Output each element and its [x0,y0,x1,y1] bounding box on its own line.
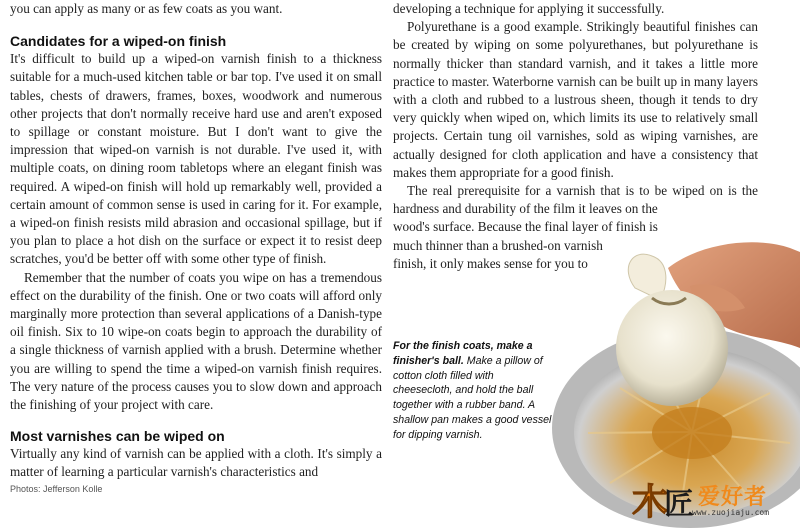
right-paragraph-2-line-a: wood's surface. Because the final layer of finish is [393,219,658,235]
caption-bold: For the finish coats, make a finisher's ball. [393,340,533,367]
heading-most-varnishes: Most varnishes can be wiped on [10,428,225,445]
svg-text:匠: 匠 [664,487,694,522]
left-paragraph-3: Virtually any kind of varnish can be applied with a cloth. It's simply a matter of learning a particular varnish's characteristics and [10,446,382,480]
photo-credit: Photos: Jefferson Kolle [10,484,103,494]
right-top-line: developing a technique for applying it successfully. [393,1,665,16]
photo-caption [393,339,553,443]
left-column [10,0,382,482]
left-top-line: you can apply as many or as few coats as you want. [10,1,283,16]
watermark-url: www.zuojiaju.com [692,508,770,517]
right-paragraph-2: The real prerequisite for a varnish that is to be wiped on is the hardness and durability of the film it leaves on the [393,183,758,217]
caption-rest: Make a pillow of cotton cloth filled with cheesecloth, and hold the ball together with a rubber band. A shallow pan makes a good vessel for dipping varnish. [393,354,552,441]
right-paragraph-2-line-c: finish, it only makes sense for you to [393,255,588,271]
left-paragraph-1: It's difficult to build up a wiped-on varnish finish to a thickness suitable for a much-used kitchen table or bar top. I've used it on small tables, chests of drawers, frames, boxes, woodwork and numerous other projects that don't normally receive hard use and aren't exposed to spillage or constant moisture. But I don't want to give the impression that wiped-on varnish is not durable. I've used it, with multiple coats, on dining room tabletops where an elegant finish was required. A wiped-on finish will hold up remarkably well, provided a certain amount of common sense is used in caring for it. For example, a wiped-on finish resists mild abrasion and occasional spillage, but if you plan to place a hot dish on the surface or expect it to resist deep scratches, you'd be better off with some other type of finish. [10,51,382,267]
watermark-text: 爱好者 [698,485,768,510]
left-paragraph-2: Remember that the number of coats you wipe on has a tremendous effect on the durability of the finish. One or two coats will afford only marginally more protection than several applications of a Danish-type oil finish. Six to 10 wipe-on coats begin to approach the durability of a single thickness of varnish applied with a brush. Determine whether you are willing to spend the time a wiped-on varnish finish requires. The very nature of the process causes you to slow down and approach the finishing of your project with care. [10,269,382,413]
right-paragraph-2-line-b: much thinner than a brushed-on varnish [393,237,603,253]
finishers-ball [616,290,728,406]
heading-candidates: Candidates for a wiped-on finish [10,33,227,50]
right-paragraph-1: Polyurethane is a good example. Strikingly beautiful finishes can be created by wiping on some polyurethanes, but polyurethane is normally thicker than standard varnish, and it takes a little more practice to master. Waterborne varnish can be built up in many layers with a cloth and rubbed to a lustrous sheen, though it tends to dry very quickly when wiped on, which limits its use to relatively small projects. Certain tung oil varnishes, sold as wiping varnishes, are actually designed for cloth application and have a consistency that makes them appropriate for a good finish. [393,19,758,180]
svg-text:木: 木 [632,482,669,523]
pan-center-pool [652,407,732,459]
